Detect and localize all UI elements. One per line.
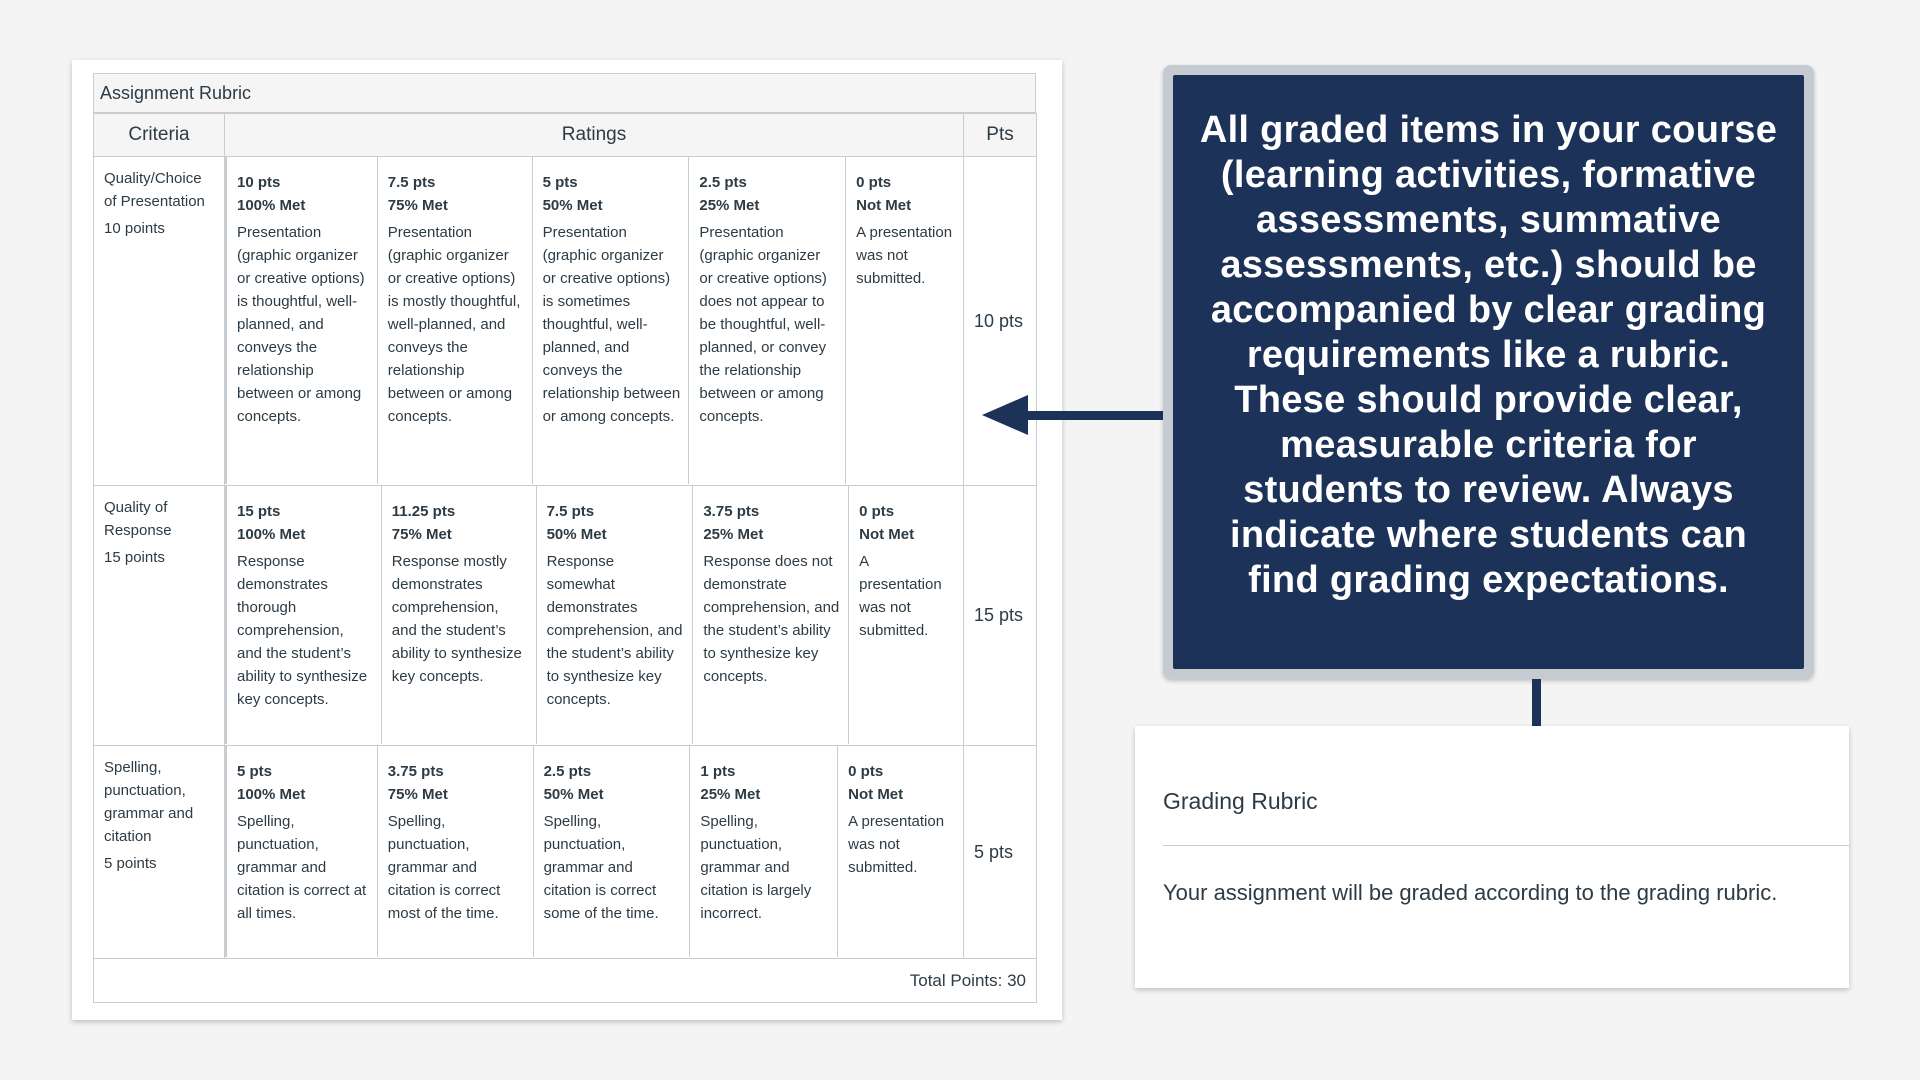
grading-rubric-text: Your assignment will be graded according to the grading rubric. bbox=[1163, 880, 1778, 905]
criterion-name: Quality of Response bbox=[104, 499, 172, 539]
rating-level: 50% Met bbox=[542, 197, 603, 214]
rating-pts: 11.25 pts bbox=[391, 503, 456, 520]
rating-cell[interactable] bbox=[692, 486, 848, 744]
rating-cell[interactable] bbox=[225, 746, 377, 957]
rating-cell[interactable] bbox=[381, 486, 536, 744]
rating-desc: Spelling, punctuation, grammar and citation is correct most of the time. bbox=[387, 813, 501, 922]
rating-cell[interactable] bbox=[845, 157, 963, 484]
criterion-points: 10 points bbox=[104, 220, 165, 237]
rating-pts: 3.75 pts bbox=[703, 503, 760, 520]
total-points: Total Points: 30 bbox=[94, 959, 1037, 1003]
rating-cell[interactable] bbox=[688, 157, 845, 484]
rating-level: 75% Met bbox=[387, 786, 448, 803]
rating-cell[interactable] bbox=[225, 157, 377, 484]
rating-cell[interactable] bbox=[533, 746, 690, 957]
rating-level: 75% Met bbox=[391, 526, 452, 543]
rating-pts: 15 pts bbox=[237, 503, 281, 520]
rating-desc: Response demonstrates thorough comprehension, and the student’s ability to synthesize key concepts. bbox=[237, 553, 368, 708]
rating-level: 25% Met bbox=[700, 786, 761, 803]
criterion-pts: 15 pts bbox=[964, 486, 1037, 746]
rating-desc: A presentation was not submitted. bbox=[856, 224, 953, 287]
criterion-points: 15 points bbox=[104, 549, 165, 566]
rating-desc: Presentation (graphic organizer or creative options) does not appear to be thoughtful, well-planned, or convey the relationship between or among concepts. bbox=[699, 224, 827, 425]
rubric-header-row bbox=[94, 114, 1037, 157]
rating-desc: Response does not demonstrate comprehension, and the student’s ability to synthesize key concepts. bbox=[703, 553, 840, 685]
rating-desc: Response mostly demonstrates comprehension, and the student’s ability to synthesize key concepts. bbox=[391, 553, 522, 685]
rating-desc: A presentation was not submitted. bbox=[859, 553, 942, 639]
rating-pts: 0 pts bbox=[848, 763, 884, 780]
rating-pts: 2.5 pts bbox=[543, 763, 592, 780]
grading-rubric-title: Grading Rubric bbox=[1163, 788, 1318, 814]
divider bbox=[1163, 845, 1849, 846]
rubric-title: Assignment Rubric bbox=[93, 73, 1036, 113]
criterion-cell bbox=[94, 157, 225, 486]
callout-box bbox=[1163, 65, 1814, 679]
rubric-card bbox=[72, 60, 1062, 1020]
ratings-header: Ratings bbox=[225, 114, 964, 157]
criterion-name: Quality/Choice of Presentation bbox=[104, 170, 205, 210]
criterion-cell bbox=[94, 746, 225, 959]
rating-level: 50% Met bbox=[546, 526, 607, 543]
rating-level: 25% Met bbox=[703, 526, 764, 543]
rating-desc: Spelling, punctuation, grammar and citation is correct some of the time. bbox=[543, 813, 659, 922]
rating-cell[interactable] bbox=[225, 486, 381, 744]
rating-cell[interactable] bbox=[536, 486, 693, 744]
criterion-row bbox=[94, 157, 1037, 486]
pts-header: Pts bbox=[964, 114, 1037, 157]
rating-level: 50% Met bbox=[543, 786, 604, 803]
rating-pts: 7.5 pts bbox=[546, 503, 595, 520]
rating-desc: A presentation was not submitted. bbox=[848, 813, 945, 876]
rating-cell[interactable] bbox=[532, 157, 689, 484]
rating-cell[interactable] bbox=[377, 746, 533, 957]
grading-rubric-card bbox=[1135, 726, 1849, 988]
criterion-name: Spelling, punctuation, grammar and citation bbox=[104, 759, 194, 845]
rating-cell[interactable] bbox=[377, 157, 532, 484]
criteria-header: Criteria bbox=[94, 114, 225, 157]
rating-level: Not Met bbox=[856, 197, 912, 214]
rating-level: 25% Met bbox=[699, 197, 760, 214]
rating-desc: Presentation (graphic organizer or creative options) is thoughtful, well-planned, and conveys the relationship between or among concepts. bbox=[237, 224, 365, 425]
rating-level: 75% Met bbox=[387, 197, 448, 214]
rating-level: Not Met bbox=[859, 526, 915, 543]
criterion-row bbox=[94, 486, 1037, 746]
rating-level: 100% Met bbox=[237, 786, 306, 803]
rating-desc: Presentation (graphic organizer or creative options) is mostly thoughtful, well-planned, and conveys the relationship between or among concepts. bbox=[387, 224, 521, 425]
rating-pts: 7.5 pts bbox=[387, 174, 436, 191]
rating-pts: 2.5 pts bbox=[699, 174, 747, 191]
rating-level: Not Met bbox=[848, 786, 904, 803]
rating-pts: 5 pts bbox=[237, 763, 273, 780]
ratings-cell bbox=[225, 157, 964, 486]
rating-pts: 5 pts bbox=[542, 174, 578, 191]
criterion-pts: 5 pts bbox=[964, 746, 1037, 959]
rating-pts: 0 pts bbox=[856, 174, 892, 191]
rating-desc: Spelling, punctuation, grammar and citation is largely incorrect. bbox=[700, 813, 812, 922]
criterion-cell bbox=[94, 486, 225, 746]
criterion-pts: 10 pts bbox=[964, 157, 1037, 486]
total-row bbox=[94, 959, 1037, 1003]
rating-pts: 0 pts bbox=[859, 503, 895, 520]
arrow-left-icon bbox=[982, 395, 1028, 435]
rating-cell[interactable] bbox=[837, 746, 963, 957]
criterion-row bbox=[94, 746, 1037, 959]
rating-pts: 3.75 pts bbox=[387, 763, 444, 780]
rating-level: 100% Met bbox=[237, 526, 306, 543]
arrow-left-shaft bbox=[1020, 411, 1163, 420]
rating-desc: Response somewhat demonstrates comprehension, and the student’s ability to synthesize key concepts. bbox=[546, 553, 683, 708]
ratings-cell bbox=[225, 486, 964, 746]
rubric-table bbox=[93, 113, 1037, 1003]
criterion-points: 5 points bbox=[104, 855, 157, 872]
ratings-cell bbox=[225, 746, 964, 959]
rating-cell[interactable] bbox=[689, 746, 837, 957]
rating-pts: 1 pts bbox=[700, 763, 736, 780]
rating-pts: 10 pts bbox=[237, 174, 281, 191]
rating-desc: Spelling, punctuation, grammar and citation is correct at all times. bbox=[237, 813, 367, 922]
callout-text: All graded items in your course (learning activities, formative assessments, summative assessments, etc.) should be accompanied by clear grading requirements like a rubric. These should provide clear, measurable criteria for students to review. Always indicate where students can find grading expectations. bbox=[1173, 75, 1804, 669]
rating-cell[interactable] bbox=[848, 486, 963, 744]
rating-desc: Presentation (graphic organizer or creative options) is sometimes thoughtful, well-planned, and conveys the relationship between or among concepts. bbox=[542, 224, 681, 425]
rating-level: 100% Met bbox=[237, 197, 306, 214]
